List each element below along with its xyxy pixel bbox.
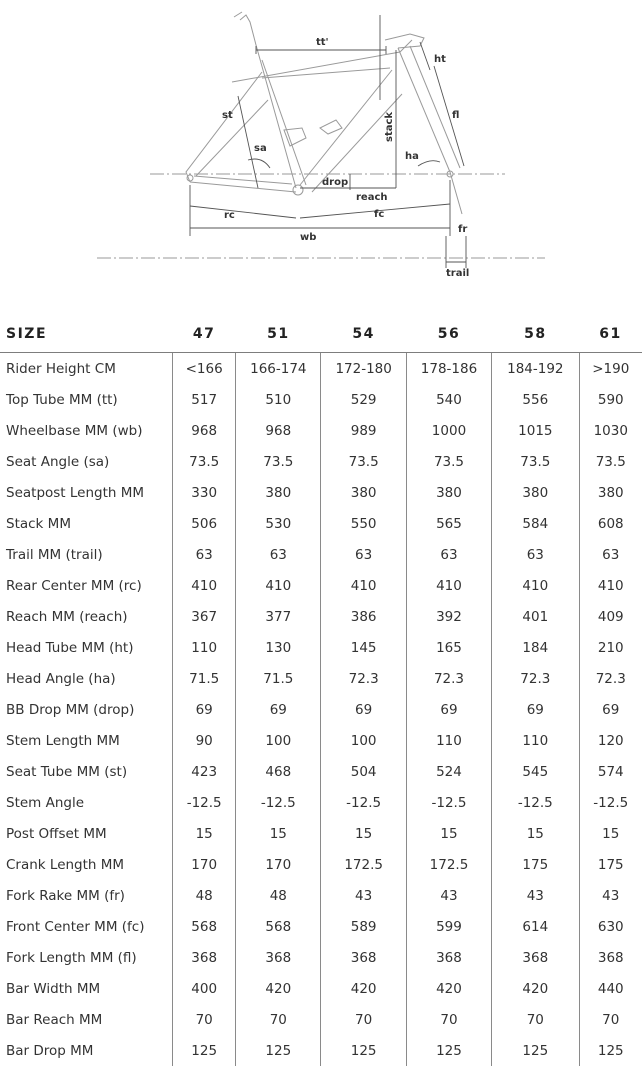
table-row xyxy=(0,539,642,570)
table-row xyxy=(0,1004,642,1035)
table-row xyxy=(0,632,642,663)
table-cell: 584 xyxy=(492,508,579,539)
table-row xyxy=(0,663,642,694)
table-cell: 90 xyxy=(173,725,236,756)
row-label: Stem Length MM xyxy=(6,732,120,749)
table-cell: 63 xyxy=(321,539,406,570)
table-cell: 125 xyxy=(173,1035,236,1066)
table-cell: 175 xyxy=(492,849,579,880)
table-cell: 63 xyxy=(236,539,321,570)
table-cell: 184 xyxy=(492,632,579,663)
table-cell: 15 xyxy=(492,818,579,849)
table-row xyxy=(0,756,642,787)
header-size-47: 47 xyxy=(173,316,236,353)
table-row xyxy=(0,973,642,1004)
table-cell: 110 xyxy=(406,725,491,756)
table-cell: 43 xyxy=(492,880,579,911)
table-cell: 63 xyxy=(406,539,491,570)
table-row xyxy=(0,1035,642,1066)
geometry-table xyxy=(0,316,642,1066)
table-cell: 172.5 xyxy=(406,849,491,880)
table-row xyxy=(0,725,642,756)
table-cell: 70 xyxy=(321,1004,406,1035)
label-stack: stack xyxy=(384,111,395,142)
table-cell: -12.5 xyxy=(236,787,321,818)
table-cell: 69 xyxy=(321,694,406,725)
table-cell: 48 xyxy=(173,880,236,911)
table-cell: 178-186 xyxy=(406,353,491,385)
table-cell: 368 xyxy=(236,942,321,973)
table-cell: >190 xyxy=(579,353,642,385)
row-label: Reach MM (reach) xyxy=(6,608,128,625)
table-cell: 63 xyxy=(173,539,236,570)
table-cell: 380 xyxy=(579,477,642,508)
row-label: Crank Length MM xyxy=(6,856,125,873)
table-cell: 368 xyxy=(321,942,406,973)
row-label: Rider Height CM xyxy=(6,360,116,377)
table-body xyxy=(0,353,642,1067)
table-cell: 377 xyxy=(236,601,321,632)
table-cell: 175 xyxy=(579,849,642,880)
label-sa: sa xyxy=(254,143,267,154)
table-cell: 15 xyxy=(406,818,491,849)
table-cell: 100 xyxy=(321,725,406,756)
table-cell: 63 xyxy=(492,539,579,570)
table-cell: 125 xyxy=(321,1035,406,1066)
row-label: Seat Angle (sa) xyxy=(6,453,110,470)
table-row xyxy=(0,353,642,385)
table-cell: 70 xyxy=(236,1004,321,1035)
table-cell: 504 xyxy=(321,756,406,787)
table-row xyxy=(0,570,642,601)
row-label: Fork Length MM (fl) xyxy=(6,949,137,966)
table-cell: 73.5 xyxy=(173,446,236,477)
table-cell: 130 xyxy=(236,632,321,663)
table-cell: 420 xyxy=(236,973,321,1004)
table-cell: 529 xyxy=(321,384,406,415)
label-reach: reach xyxy=(356,192,388,203)
table-cell: 69 xyxy=(579,694,642,725)
table-cell: 69 xyxy=(492,694,579,725)
table-cell: 530 xyxy=(236,508,321,539)
row-label: Rear Center MM (rc) xyxy=(6,577,142,594)
table-cell: -12.5 xyxy=(173,787,236,818)
table-cell: 409 xyxy=(579,601,642,632)
row-label: Head Angle (ha) xyxy=(6,670,116,687)
table-cell: 540 xyxy=(406,384,491,415)
table-cell: 590 xyxy=(579,384,642,415)
header-size-54: 54 xyxy=(321,316,406,353)
table-cell: 73.5 xyxy=(492,446,579,477)
table-cell: 968 xyxy=(173,415,236,446)
table-cell: 15 xyxy=(173,818,236,849)
table-row xyxy=(0,415,642,446)
table-cell: 599 xyxy=(406,911,491,942)
table-cell: 380 xyxy=(236,477,321,508)
table-cell: 170 xyxy=(173,849,236,880)
table-cell: 1000 xyxy=(406,415,491,446)
header-size-51: 51 xyxy=(236,316,321,353)
table-cell: 630 xyxy=(579,911,642,942)
table-cell: 43 xyxy=(579,880,642,911)
table-cell: 100 xyxy=(236,725,321,756)
table-cell: 440 xyxy=(579,973,642,1004)
table-cell: 550 xyxy=(321,508,406,539)
table-cell: 506 xyxy=(173,508,236,539)
table-cell: 368 xyxy=(406,942,491,973)
table-cell: 608 xyxy=(579,508,642,539)
table-row xyxy=(0,384,642,415)
table-cell: 568 xyxy=(236,911,321,942)
header-size-58: 58 xyxy=(492,316,579,353)
table-cell: 1030 xyxy=(579,415,642,446)
table-cell: 556 xyxy=(492,384,579,415)
label-ha: ha xyxy=(405,151,419,162)
table-row xyxy=(0,601,642,632)
table-row xyxy=(0,880,642,911)
table-cell: 125 xyxy=(236,1035,321,1066)
table-cell: 410 xyxy=(173,570,236,601)
row-label: Seatpost Length MM xyxy=(6,484,145,501)
table-cell: 71.5 xyxy=(236,663,321,694)
table-cell: 73.5 xyxy=(321,446,406,477)
table-cell: 43 xyxy=(321,880,406,911)
table-cell: 15 xyxy=(579,818,642,849)
row-label: Seat Tube MM (st) xyxy=(6,763,128,780)
table-cell: 392 xyxy=(406,601,491,632)
label-trail: trail xyxy=(446,268,470,279)
label-tt: tt' xyxy=(316,37,329,48)
header-size: SIZE xyxy=(0,316,173,353)
table-cell: 72.3 xyxy=(406,663,491,694)
table-cell: 172.5 xyxy=(321,849,406,880)
table-cell: 410 xyxy=(236,570,321,601)
table-cell: 69 xyxy=(173,694,236,725)
table-cell: 72.3 xyxy=(579,663,642,694)
table-cell: 1015 xyxy=(492,415,579,446)
table-cell: 524 xyxy=(406,756,491,787)
frame-drawing xyxy=(0,0,642,290)
table-cell: 510 xyxy=(236,384,321,415)
table-row xyxy=(0,694,642,725)
label-st: st xyxy=(222,110,233,121)
row-label: Top Tube MM (tt) xyxy=(6,391,118,408)
table-cell: 545 xyxy=(492,756,579,787)
table-cell: 70 xyxy=(406,1004,491,1035)
table-cell: 401 xyxy=(492,601,579,632)
table-row xyxy=(0,849,642,880)
row-label: Front Center MM (fc) xyxy=(6,918,145,935)
table-cell: 410 xyxy=(321,570,406,601)
row-label: Wheelbase MM (wb) xyxy=(6,422,143,439)
table-cell: 15 xyxy=(236,818,321,849)
table-row xyxy=(0,818,642,849)
table-cell: 172-180 xyxy=(321,353,406,385)
row-label: Bar Reach MM xyxy=(6,1011,103,1028)
table-cell: -12.5 xyxy=(406,787,491,818)
table-cell: 423 xyxy=(173,756,236,787)
table-cell: 565 xyxy=(406,508,491,539)
table-cell: 410 xyxy=(406,570,491,601)
table-row xyxy=(0,911,642,942)
row-label: BB Drop MM (drop) xyxy=(6,701,135,718)
header-size-56: 56 xyxy=(406,316,491,353)
table-cell: 70 xyxy=(492,1004,579,1035)
table-cell: 380 xyxy=(492,477,579,508)
table-cell: 125 xyxy=(492,1035,579,1066)
table-cell: 184-192 xyxy=(492,353,579,385)
row-label: Bar Width MM xyxy=(6,980,101,997)
table-cell: 468 xyxy=(236,756,321,787)
table-cell: 110 xyxy=(173,632,236,663)
table-cell: 71.5 xyxy=(173,663,236,694)
table-cell: 989 xyxy=(321,415,406,446)
table-cell: 614 xyxy=(492,911,579,942)
table-cell: 574 xyxy=(579,756,642,787)
table-cell: 120 xyxy=(579,725,642,756)
table-row xyxy=(0,942,642,973)
table-cell: -12.5 xyxy=(492,787,579,818)
table-cell: 420 xyxy=(492,973,579,1004)
table-row xyxy=(0,508,642,539)
table-cell: <166 xyxy=(173,353,236,385)
table-cell: 73.5 xyxy=(236,446,321,477)
row-label: Stack MM xyxy=(6,515,71,532)
table-cell: 165 xyxy=(406,632,491,663)
table-cell: 70 xyxy=(173,1004,236,1035)
table-cell: 210 xyxy=(579,632,642,663)
table-cell: 110 xyxy=(492,725,579,756)
row-label: Bar Drop MM xyxy=(6,1042,94,1059)
table-cell: 69 xyxy=(236,694,321,725)
header-size-61: 61 xyxy=(579,316,642,353)
table-cell: 330 xyxy=(173,477,236,508)
table-cell: 368 xyxy=(492,942,579,973)
table-cell: 367 xyxy=(173,601,236,632)
label-rc: rc xyxy=(224,210,235,221)
table-cell: 73.5 xyxy=(579,446,642,477)
table-cell: 410 xyxy=(492,570,579,601)
table-cell: 517 xyxy=(173,384,236,415)
table-cell: 368 xyxy=(579,942,642,973)
label-ht: ht xyxy=(434,54,446,65)
row-label: Stem Angle xyxy=(6,794,85,811)
header-row xyxy=(0,316,642,353)
table-cell: 410 xyxy=(579,570,642,601)
table-cell: 43 xyxy=(406,880,491,911)
row-label: Fork Rake MM (fr) xyxy=(6,887,125,904)
table-cell: 968 xyxy=(236,415,321,446)
table-cell: 589 xyxy=(321,911,406,942)
row-label: Post Offset MM xyxy=(6,825,107,842)
table-cell: -12.5 xyxy=(579,787,642,818)
table-cell: 420 xyxy=(321,973,406,1004)
table-cell: 386 xyxy=(321,601,406,632)
table-cell: 166-174 xyxy=(236,353,321,385)
label-fc: fc xyxy=(374,209,385,220)
table-cell: -12.5 xyxy=(321,787,406,818)
table-cell: 63 xyxy=(579,539,642,570)
row-label: Trail MM (trail) xyxy=(6,546,103,563)
table-cell: 380 xyxy=(321,477,406,508)
frame-geometry-diagram xyxy=(0,0,642,290)
table-cell: 15 xyxy=(321,818,406,849)
table-cell: 400 xyxy=(173,973,236,1004)
label-fl: fl xyxy=(452,110,460,121)
label-fr: fr xyxy=(458,224,468,235)
table-cell: 72.3 xyxy=(492,663,579,694)
row-label: Head Tube MM (ht) xyxy=(6,639,134,656)
table-row xyxy=(0,446,642,477)
table-cell: 125 xyxy=(579,1035,642,1066)
table-cell: 170 xyxy=(236,849,321,880)
table-cell: 420 xyxy=(406,973,491,1004)
table-cell: 72.3 xyxy=(321,663,406,694)
table-cell: 568 xyxy=(173,911,236,942)
label-wb: wb xyxy=(300,232,317,243)
table-cell: 48 xyxy=(236,880,321,911)
table-cell: 70 xyxy=(579,1004,642,1035)
table-cell: 380 xyxy=(406,477,491,508)
table-row xyxy=(0,787,642,818)
table-cell: 125 xyxy=(406,1035,491,1066)
table-cell: 368 xyxy=(173,942,236,973)
table-cell: 73.5 xyxy=(406,446,491,477)
table-row xyxy=(0,477,642,508)
label-drop: drop xyxy=(322,177,349,188)
table-cell: 145 xyxy=(321,632,406,663)
table-cell: 69 xyxy=(406,694,491,725)
